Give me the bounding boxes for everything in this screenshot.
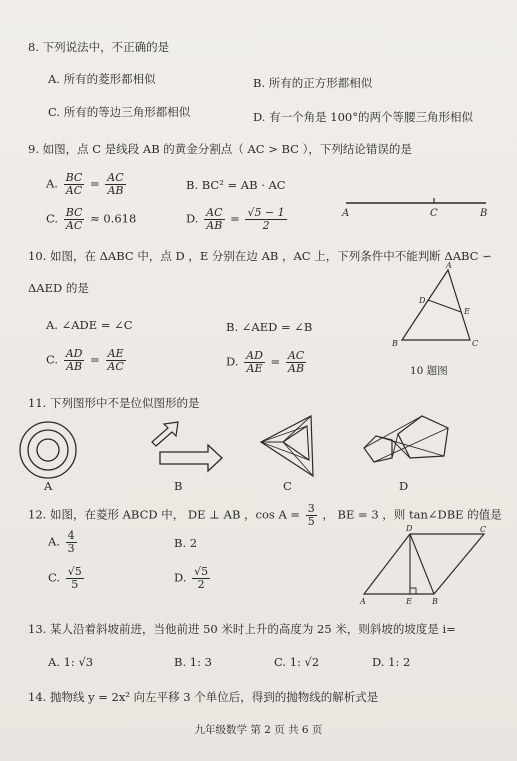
label-c: C [430, 208, 438, 219]
label-c: C [472, 339, 479, 348]
q11-figure-d-pentagons [358, 412, 468, 478]
triangle-abc [402, 270, 470, 340]
label-a: A [342, 208, 350, 219]
q11-stem: 11. 下列图形中不是位似图形的是 [28, 396, 200, 410]
frac-den: AC [65, 219, 83, 232]
frac-num: AD [65, 347, 83, 360]
label-e: E [406, 597, 412, 606]
q10-d-frac-right [286, 350, 306, 375]
label-d: D [406, 524, 413, 533]
q8-stem: 8. 下列说法中，不正确的是 [28, 40, 170, 54]
q12-option-c [48, 566, 86, 591]
frac-den: 5 [307, 515, 315, 528]
q13-option-a: A. 1: √3 [48, 655, 94, 669]
q10-d-frac-left [244, 350, 265, 375]
q9-option-c-label: C. [46, 211, 59, 226]
q12-option-b: B. 2 [174, 536, 198, 550]
q11-label-c: C [283, 479, 292, 493]
equals-sign: = [90, 176, 100, 191]
q10-stem: 10. 如图，在 ΔABC 中，点 D ，E 分别在边 AB ，AC 上，下列条件中不能判断 ΔABC ∽ [28, 249, 492, 263]
q11-figure-b-arrows [150, 420, 230, 480]
q9-option-d [186, 207, 289, 232]
q13-option-b: B. 1: 3 [174, 655, 212, 669]
label-b: B [480, 208, 488, 219]
frac-den: AB [288, 362, 305, 375]
segment-de [428, 300, 461, 312]
q8-option-a: A. 所有的菱形都相似 [48, 72, 156, 86]
q9-stem: 9. 如图，点 C 是线段 AB 的黄金分割点（ AC > BC ），下列结论错误的是 [28, 142, 412, 156]
q12-option-c-label: C. [48, 570, 61, 585]
q12-stem-part-a: 12. 如图，在菱形 ABCD 中， DE ⊥ AB ，cos A = [28, 507, 301, 522]
q9-a-frac-left [64, 172, 85, 197]
frac-num: AC [206, 206, 223, 219]
q12-option-d [174, 566, 212, 591]
q10-option-d [226, 350, 308, 375]
frac-num: √5 − 1 [247, 206, 285, 219]
q10-option-d-label: D. [226, 354, 239, 369]
page-footer: 九年级数学 第 2 页 共 6 页 [194, 724, 323, 736]
rhombus-abcd [364, 534, 484, 594]
q9-option-a [46, 172, 128, 197]
q13-option-d: D. 1: 2 [372, 655, 411, 669]
q10-c-frac-left [64, 348, 85, 373]
q12-rhombus-figure [356, 524, 496, 606]
q10-option-c-label: C. [46, 352, 59, 367]
q11-label-b: B [174, 479, 183, 493]
q12-option-a [48, 530, 79, 555]
q10-triangle-figure [388, 262, 488, 352]
frac-den: 2 [262, 219, 270, 232]
q8-option-d: D. 有一个角是 100°的两个等腰三角形相似 [253, 110, 473, 124]
label-d: D [419, 296, 426, 305]
frac-den: AE [246, 362, 263, 375]
q12-cos-frac [306, 503, 317, 528]
frac-num: AE [107, 347, 124, 360]
frac-num: AC [107, 171, 124, 184]
q12-d-frac [192, 566, 210, 591]
label-b: B [392, 339, 398, 348]
frac-num: 3 [307, 502, 315, 515]
frac-num: BC [65, 171, 83, 184]
q10-option-b: B. ∠AED = ∠B [226, 320, 313, 334]
q12-a-frac [66, 530, 77, 555]
q12-option-d-label: D. [174, 570, 187, 585]
q10-stem-continued: ΔAED 的是 [28, 281, 89, 295]
label-a: A [360, 597, 366, 606]
q11-figure-c-triangles [255, 412, 325, 482]
q10-figure-caption: 10 题图 [410, 365, 448, 377]
label-a: A [446, 261, 452, 270]
q11-label-d: D [399, 479, 409, 493]
q9-c-tail: ≈ 0.618 [90, 211, 137, 226]
q9-a-frac-right [105, 172, 125, 197]
frac-den: AC [65, 184, 83, 197]
frac-den: AB [206, 219, 223, 232]
frac-den: AB [107, 184, 124, 197]
label-e: E [464, 307, 470, 316]
right-angle-mark [410, 588, 416, 594]
q10-option-c [46, 348, 128, 373]
frac-den: 2 [197, 578, 205, 591]
label-b: B [432, 597, 438, 606]
q9-c-frac [64, 207, 85, 232]
q9-option-a-label: A. [46, 176, 58, 191]
frac-num: √5 [67, 565, 82, 578]
frac-num: AD [246, 349, 263, 362]
equals-sign: = [90, 352, 100, 367]
frac-den: 5 [71, 578, 79, 591]
label-c: C [480, 525, 487, 534]
q13-stem: 13. 某人沿着斜坡前进，当他前进 50 米时上升的高度为 25 米，则斜坡的坡度是 i= [28, 622, 456, 636]
q9-d-frac-left [204, 207, 224, 232]
q11-figure-a-concentric-circles [14, 418, 104, 492]
q9-segment-figure [340, 192, 490, 222]
q9-option-b: B. BC² = AB · AC [186, 178, 286, 192]
frac-den: 3 [67, 542, 75, 555]
q8-option-c: C. 所有的等边三角形都相似 [48, 105, 191, 119]
frac-num: √5 [194, 565, 209, 578]
frac-den: AC [107, 360, 124, 373]
q9-option-d-label: D. [186, 211, 199, 226]
q13-option-c: C. 1: √2 [274, 655, 320, 669]
q9-d-frac-right [245, 207, 286, 232]
frac-den: AB [66, 360, 83, 373]
q12-option-a-label: A. [48, 534, 60, 549]
q10-option-a: A. ∠ADE = ∠C [46, 318, 133, 332]
segment-db [410, 534, 434, 594]
q12-stem-part-b: ， BE = 3 ，则 tan∠DBE 的值是 [322, 507, 502, 522]
q10-c-frac-right [105, 348, 125, 373]
frac-num: 4 [67, 529, 75, 542]
q12-c-frac [66, 566, 84, 591]
equals-sign: = [270, 354, 281, 369]
equals-sign: = [230, 211, 240, 226]
q9-option-c [46, 207, 136, 232]
q8-option-b: B. 所有的正方形都相似 [253, 76, 373, 90]
frac-num: BC [65, 206, 83, 219]
q11-label-a: A [44, 479, 53, 493]
frac-num: AC [287, 349, 305, 362]
q14-stem: 14. 抛物线 y = 2x² 向左平移 3 个单位后，得到的抛物线的解析式是 [28, 690, 379, 704]
